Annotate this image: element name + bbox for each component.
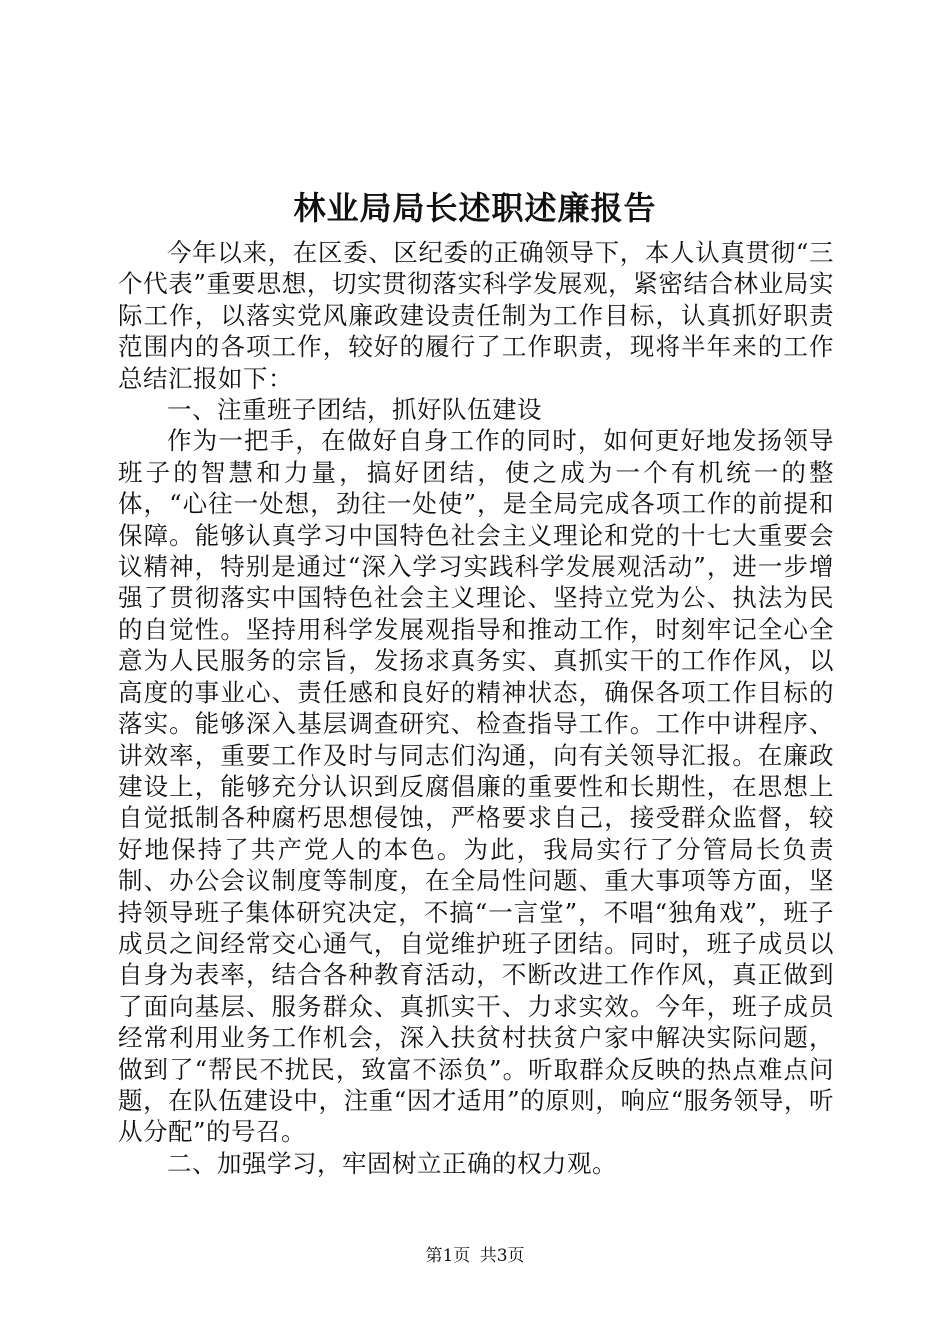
paragraph-intro: 今年以来，在区委、区纪委的正确领导下，本人认真贯彻“三个代表”重要思想，切实贯彻落实科学发展观，紧密结合林业局实际工作，以落实党风廉政建设责任制为工作目标，认真抓好职责范围内的各项工作，较好的履行了工作职责，现将半年来的工作总结汇报如下： <box>118 238 834 393</box>
section-heading-1: 一、注重班子团结，抓好队伍建设 <box>167 395 542 425</box>
paragraph-section-1: 作为一把手，在做好自身工作的同时，如何更好地发扬领导班子的智慧和力量，搞好团结，使之成为一个有机统一的整体，“心往一处想，劲往一处使”，是全局完成各项工作的前提和保障。能够认真学习中国特色社会主义理论和党的十七大重要会议精神，特别是通过“深入学习实践科学发展观活动”，进一步增强了贯彻落实中国特色社会主义理论、坚持立党为公、执法为民的自觉性。坚持用科学发展观指导和推动工作，时刻牢记全心全意为人民服务的宗旨，发扬求真务实、真抓实干的工作作风，以高度的事业心、责任感和良好的精神状态，确保各项工作目标的落实。能够深入基层调查研究、检查指导工作。工作中讲程序、讲效率，重要工作及时与同志们沟通，向有关领导汇报。在廉政建设上，能够充分认识到反腐倡廉的重要性和长期性，在思想上自觉抵制各种腐朽思想侵蚀，严格要求自己，接受群众监督，较好地保持了共产党人的本色。为此，我局实行了分管局长负责制、办公会议制度等制度，在全局性问题、重大事项等方面，坚持领导班子集体研究决定，不搞“一言堂”，不唱“独角戏”，班子成员之间经常交心通气，自觉维护班子团结。同时，班子成员以自身为表率，结合各种教育活动，不断改进工作作风，真正做到了面向基层、服务群众、真抓实干、力求实效。今年，班子成员经常利用业务工作机会，深入扶贫村扶贫户家中解决实际问题，做到了“帮民不扰民，致富不添负”。听取群众反映的热点难点问题，在队伍建设中，注重“因才适用”的原则，响应“服务领导，听从分配”的号召。 <box>118 426 834 1147</box>
page-number: 第1页 共3页 <box>425 1246 525 1266</box>
document-title: 林业局局长述职述廉报告 <box>293 189 657 227</box>
section-heading-2: 二、加强学习，牢固树立正确的权力观。 <box>167 1148 617 1178</box>
document-body <box>118 237 834 1179</box>
